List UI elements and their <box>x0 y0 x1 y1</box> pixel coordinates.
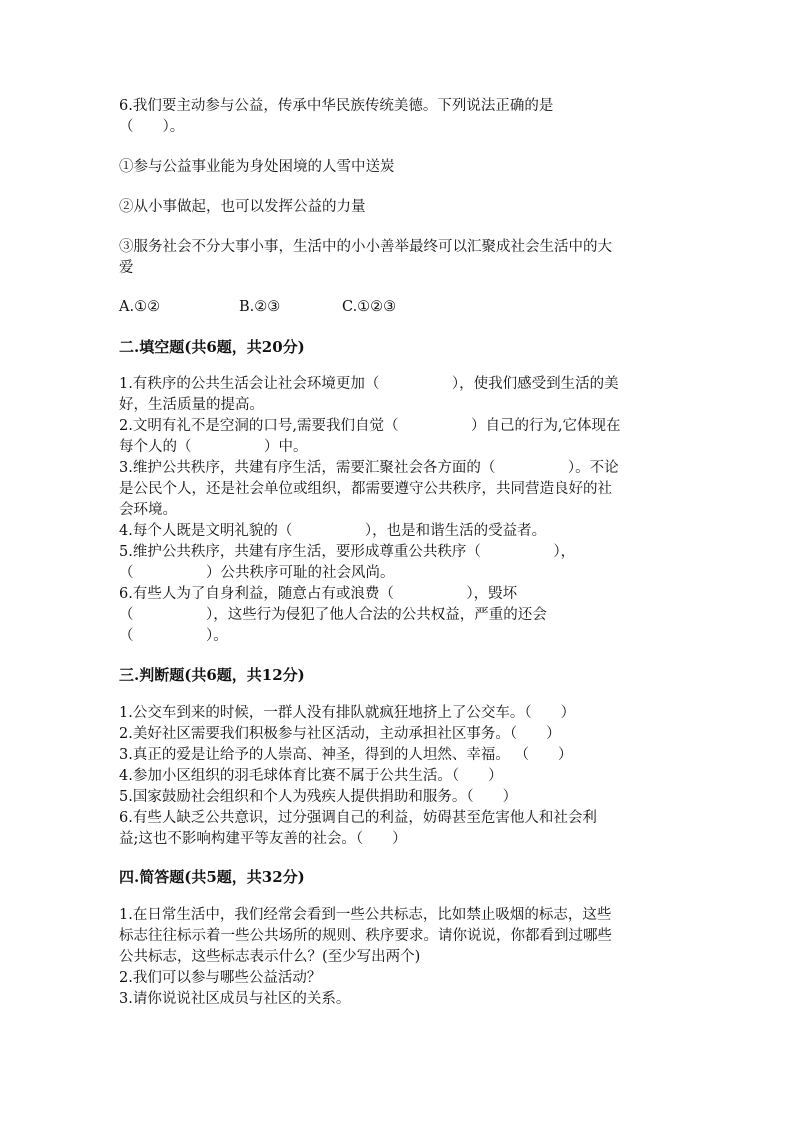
q6-stem-line-2: （ ）。 <box>119 119 185 135</box>
section-2-line: 是公民个人，还是社会单位或组织，都需要遵守公共秩序，共同营造良好的社 <box>119 481 612 497</box>
section-2-line: 1.有秩序的公共生活会让社会环境更加（ ），使我们感受到生活的美 <box>119 376 619 392</box>
section-3-line: 2.美好社区需要我们积极参与社区活动，主动承担社区事务。（ ） <box>119 726 561 742</box>
section-2-line: 5.维护公共秩序，共建有序生活，要形成尊重公共秩序（ ）， <box>119 544 576 560</box>
q6-option-a: A.①② <box>119 299 161 315</box>
section-4-title: 四.简答题(共5题，共32分) <box>119 868 305 886</box>
q6-option-c: C.①②③ <box>342 299 397 315</box>
section-2-line: （ ），这些行为侵犯了他人合法的公共权益，严重的还会 <box>119 607 547 623</box>
section-2-line: 6.有些人为了自身利益，随意占有或浪费（ ），毁坏 <box>119 586 518 602</box>
section-2-line: （ ）。 <box>119 628 228 644</box>
section-2-line: 会环境。 <box>119 502 177 518</box>
section-2-title: 二.填空题(共6题，共20分) <box>119 338 305 356</box>
section-2-line: （ ）公共秩序可耻的社会风尚。 <box>119 565 395 581</box>
section-2-line: 2.文明有礼不是空洞的口号,需要我们自觉（ ）自己的行为,它体现在 <box>119 418 621 434</box>
section-3-title: 三.判断题(共6题，共12分) <box>119 666 305 684</box>
section-3-line: 1.公交车到来的时候，一群人没有排队就疯狂地挤上了公交车。（ ） <box>119 705 576 721</box>
section-4-line: 公共标志，这些标志表示什么？(至少写出两个) <box>119 949 421 965</box>
section-4-line: 1.在日常生活中，我们经常会看到一些公共标志，比如禁止吸烟的标志，这些 <box>119 907 612 923</box>
q6-statement-3-line-2: 爱 <box>119 260 134 276</box>
section-3-line: 5.国家鼓励社会组织和个人为残疾人提供捐助和服务。（ ） <box>119 789 518 805</box>
q6-statement-2: ②从小事做起，也可以发挥公益的力量 <box>119 199 366 215</box>
q6-option-b: B.②③ <box>239 299 281 315</box>
q6-stem-line-1: 6.我们要主动参与公益，传承中华民族传统美德。下列说法正确的是 <box>119 98 554 114</box>
section-3-line: 益;这也不影响构建平等友善的社会。（ ） <box>119 831 407 847</box>
q6-statement-1: ①参与公益事业能为身处困境的人雪中送炭 <box>119 159 395 175</box>
section-4-line: 标志往往标示着一些公共场所的规则、秩序要求。请你说说，你都看到过哪些 <box>119 928 612 944</box>
section-3-line: 6.有些人缺乏公共意识，过分强调自己的利益，妨碍甚至危害他人和社会利 <box>119 810 597 826</box>
section-2-line: 每个人的（ ）中。 <box>119 439 308 455</box>
section-2-line: 3.维护公共秩序，共建有序生活，需要汇聚社会各方面的（ ）。不论 <box>119 460 619 476</box>
section-4-line: 3.请你说说社区成员与社区的关系。 <box>119 991 351 1007</box>
q6-options <box>119 297 679 318</box>
section-3-line: 4.参加小区组织的羽毛球体育比赛不属于公共生活。（ ） <box>119 768 503 784</box>
section-4-line: 2.我们可以参与哪些公益活动？ <box>119 970 322 986</box>
section-2-line: 好，生活质量的提高。 <box>119 397 264 413</box>
section-3-line: 3.真正的爱是让给予的人崇高、神圣，得到的人坦然、幸福。 （ ） <box>119 747 573 763</box>
q6-statement-3-line-1: ③服务社会不分大事小事，生活中的小小善举最终可以汇聚成社会生活中的大 <box>119 239 612 255</box>
section-2-line: 4.每个人既是文明礼貌的（ ），也是和谐生活的受益者。 <box>119 523 547 539</box>
